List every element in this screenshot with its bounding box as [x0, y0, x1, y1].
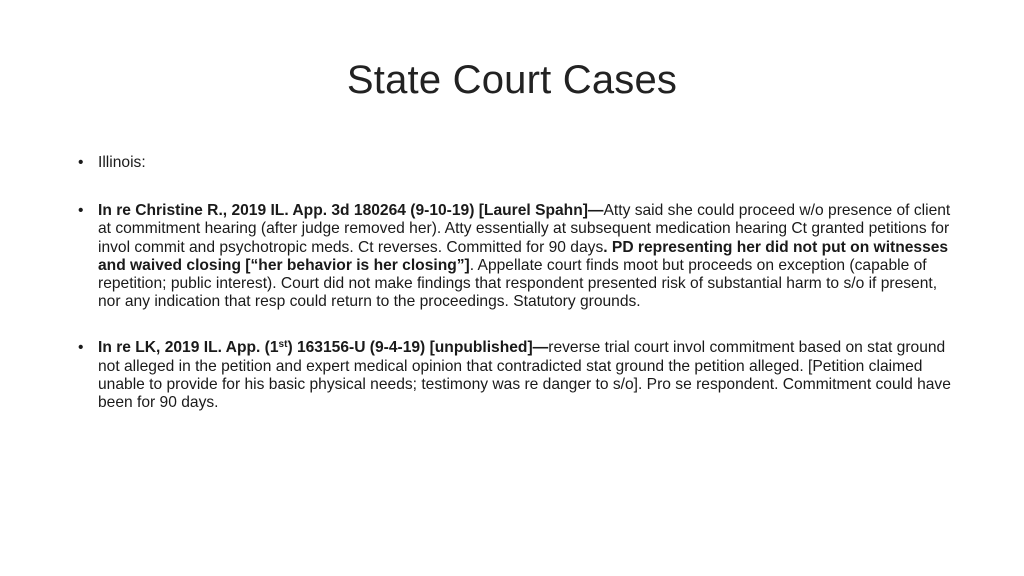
bullet-text: Illinois: [98, 154, 146, 171]
case-summary: reverse trial court invol commitment based on stat ground not alleged in the petition and expert medical opinion that contradicted stat ground the petition alleged. [Petition claimed unable to provide for his basic physical needs; testimony was re danger to s/o]. Pro se respondent. Commitment could have been for 90 days. [98, 339, 951, 412]
bullet-item-christine-r [76, 202, 956, 311]
bullet-icon: • [78, 154, 84, 171]
bullet-item-illinois [76, 154, 956, 172]
bullet-icon: • [78, 339, 84, 357]
case-citation: In re Christine R., 2019 IL. App. 3d 180264 (9-10-19) [Laurel Spahn]— [98, 202, 604, 220]
bullet-icon: • [78, 202, 84, 220]
slide-title: State Court Cases [346, 58, 678, 102]
case-summary: Atty said she could proceed w/o presence of client at commitment hearing (after judge removed her). Atty essentially at subsequent medication hearing Ct granted petitions for invol commit and psychotropic meds. Ct reverses. Committed for 90 days [98, 202, 951, 256]
citation-prefix: In re LK, 2019 IL. App. (1 [98, 339, 279, 357]
case-emphasis: . PD representing her did not put on witnesses and waived closing [“her behavior is her closing”] [98, 238, 949, 274]
case-summary-continued: . Appellate court finds moot but proceeds on exception (capable of repetition; public interest). Court did not make findings that respondent presented risk of substantial harm to s/o if present, nor any indication that resp could return to the proceedings. Statutory grounds. [98, 256, 938, 311]
citation-superscript: st [278, 339, 288, 351]
case-citation [98, 339, 548, 356]
bullet-list [76, 154, 956, 412]
citation-suffix: ) 163156-U (9-4-19) [unpublished]— [287, 339, 549, 357]
bullet-item-in-re-lk [76, 339, 956, 412]
